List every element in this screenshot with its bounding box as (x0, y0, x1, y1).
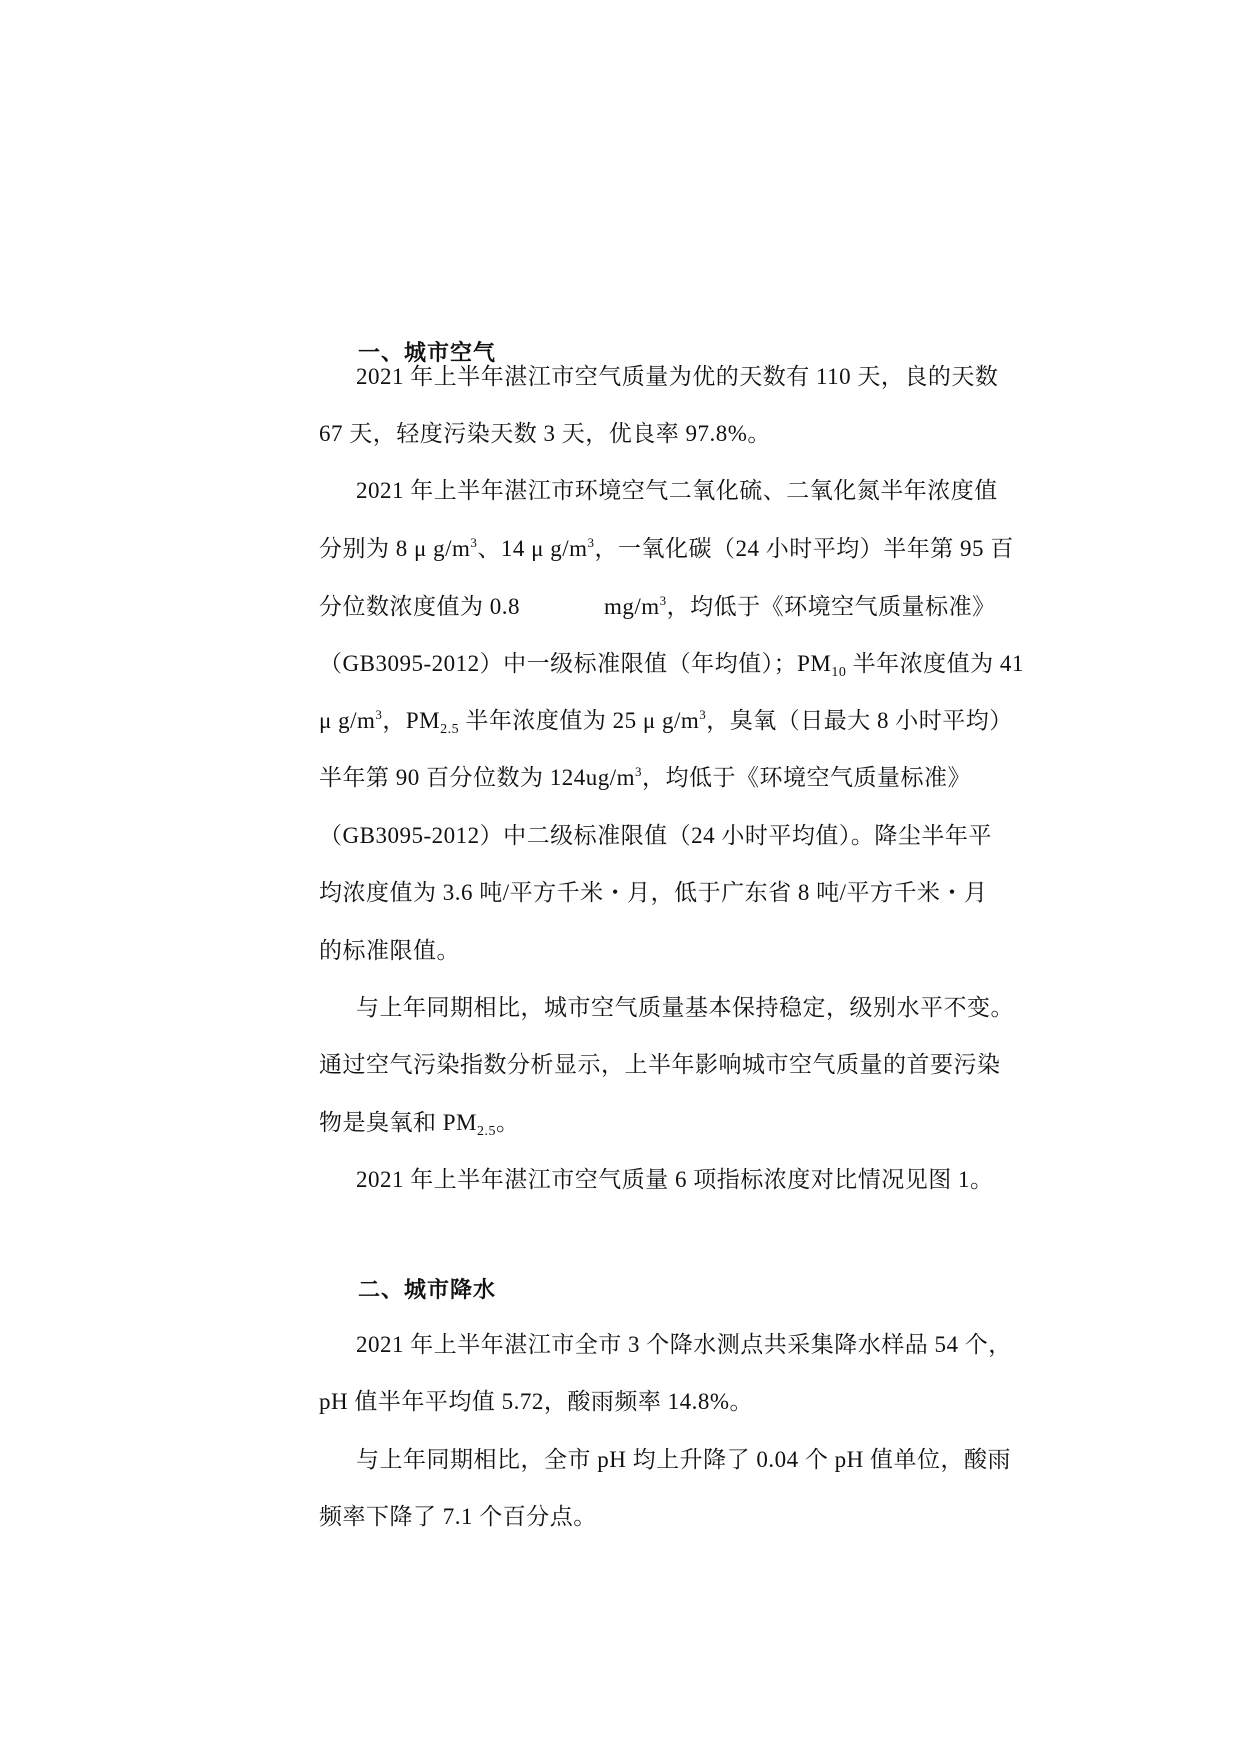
superscript: 3 (659, 593, 667, 608)
paragraph-line (319, 702, 1013, 735)
text-run: （GB3095-2012）中一级标准限值（年均值）；PM (319, 651, 832, 676)
text-run: 半年浓度值为 25 μ g/m (459, 708, 700, 733)
paragraph-line: pH 值半年平均值 5.72，酸雨频率 14.8%。 (319, 1389, 754, 1414)
superscript: 3 (587, 535, 595, 550)
text-run: 半年第 90 百分位数为 124ug/m (319, 765, 636, 790)
paragraph-line (319, 1104, 520, 1137)
subscript: 2.5 (477, 1124, 496, 1139)
text-run: 分别为 8 μ g/m (319, 536, 471, 561)
superscript: 3 (699, 707, 707, 722)
paragraph-line: 2021 年上半年湛江市空气质量 6 项指标浓度对比情况见图 1。 (356, 1167, 994, 1192)
text-run: μ g/m (319, 708, 376, 733)
paragraph-line: 与上年同期相比，全市 pH 均上升降了 0.04 个 pH 值单位，酸雨 (356, 1447, 1011, 1472)
paragraph-line (319, 759, 971, 792)
paragraph-line: 均浓度值为 3.6 吨/平方千米・月，低于广东省 8 吨/平方千米・月 (319, 880, 988, 905)
paragraph-line: 频率下降了 7.1 个百分点。 (319, 1504, 597, 1529)
text-run: 。 (496, 1110, 520, 1135)
paragraph-line: 67 天，轻度污染天数 3 天，优良率 97.8%。 (319, 421, 771, 446)
subscript: 2.5 (440, 722, 460, 737)
paragraph-line: （GB3095-2012）中二级标准限值（24 小时平均值）。降尘半年平 (319, 823, 992, 848)
text-run: ，均低于《环境空气质量标准》 (666, 594, 996, 619)
text-run: 分位数浓度值为 0.8 (319, 594, 520, 619)
section-heading-rain: 二、城市降水 (358, 1278, 497, 1303)
section-heading-air: 一、城市空气 (358, 341, 497, 366)
text-run: 物是臭氧和 PM (319, 1110, 477, 1135)
text-run: ，一氧化碳（24 小时平均）半年第 95 百 (594, 536, 1014, 561)
superscript: 3 (635, 764, 643, 779)
paragraph-line: 与上年同期相比，城市空气质量基本保持稳定，级别水平不变。 (356, 995, 1014, 1020)
text-run: 、14 μ g/m (477, 536, 588, 561)
text-run: ，臭氧（日最大 8 小时平均） (706, 708, 1013, 733)
paragraph-line (319, 530, 1014, 563)
text-run: 半年浓度值为 41 (846, 651, 1024, 676)
superscript: 3 (470, 535, 478, 550)
paragraph-line: 2021 年上半年湛江市全市 3 个降水测点共采集降水样品 54 个， (356, 1332, 1012, 1357)
paragraph-line: 2021 年上半年湛江市空气质量为优的天数有 110 天，良的天数 (356, 364, 999, 389)
paragraph-line: 的标准限值。 (319, 938, 460, 963)
superscript: 3 (375, 707, 383, 722)
text-run: mg/m (604, 594, 660, 619)
paragraph-line (319, 645, 1024, 678)
paragraph-line: 通过空气污染指数分析显示，上半年影响城市空气质量的首要污染 (319, 1052, 1001, 1077)
text-run: ，均低于《环境空气质量标准》 (642, 765, 972, 790)
subscript: 10 (831, 665, 847, 680)
text-run: ，PM (382, 708, 441, 733)
paragraph-line (319, 588, 996, 621)
paragraph-line: 2021 年上半年湛江市环境空气二氧化硫、二氧化氮半年浓度值 (356, 478, 998, 503)
